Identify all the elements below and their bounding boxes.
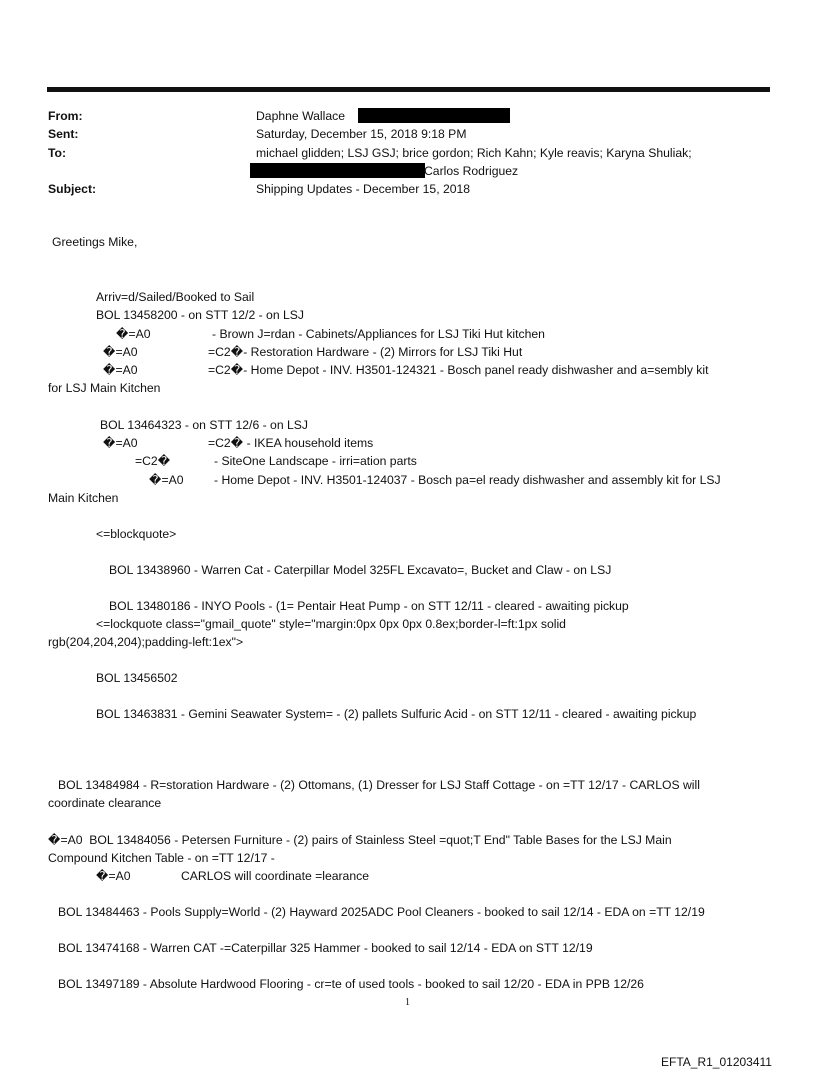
from-label: From:: [48, 109, 83, 123]
to-value-line2: Carlos Rodriguez: [424, 164, 519, 178]
body-line: - Home Depot - INV. H3501-124037 - Bosch pa=el ready dishwasher and assembly kit for LSJ: [214, 473, 721, 487]
body-line: BOL 13458200 - on STT 12/2 - on LSJ: [96, 308, 304, 322]
body-line: BOL 13484463 - Pools Supply=World - (2) Hayward 2025ADC Pool Cleaners - booked to sail 12/14 - EDA on =TT 12/19: [58, 905, 705, 919]
body-line: - Brown J=rdan - Cabinets/Appliances for LSJ Tiki Hut kitchen: [212, 327, 545, 341]
body-line-prefix: �=A0: [103, 436, 138, 450]
body-line-prefix: �=A0: [103, 363, 138, 377]
redaction-from-email: [358, 108, 510, 123]
page-number: 1: [405, 997, 410, 1008]
body-line: Compound Kitchen Table - on =TT 12/17 -: [48, 851, 275, 865]
body-line: BOL 13484984 - R=storation Hardware - (2) Ottomans, (1) Dresser for LSJ Staff Cottage - on =TT 12/17 - CARLOS will: [58, 778, 700, 792]
body-line: rgb(204,204,204);padding-left:1ex">: [48, 635, 244, 649]
sent-value: Saturday, December 15, 2018 9:18 PM: [256, 127, 467, 141]
to-label: To:: [48, 146, 67, 160]
body-line: coordinate clearance: [48, 796, 162, 810]
subject-value: Shipping Updates - December 15, 2018: [256, 182, 471, 196]
document-id: EFTA_R1_01203411: [661, 1055, 772, 1069]
body-line: - SiteOne Landscape - irri=ation parts: [214, 454, 417, 468]
body-line: =C2�- Home Depot - INV. H3501-124321 - Bosch panel ready dishwasher and a=sembly kit: [208, 363, 709, 377]
body-line-prefix: �=A0: [149, 473, 184, 487]
body-line: <=blockquote>: [96, 527, 177, 541]
from-value: Daphne Wallace: [256, 109, 345, 123]
body-line: =C2�- Restoration Hardware - (2) Mirrors for LSJ Tiki Hut: [208, 345, 523, 359]
body-line-prefix: �=A0: [96, 869, 131, 883]
body-line-prefix: �=A0: [116, 327, 151, 341]
body-line: Main Kitchen: [48, 491, 119, 505]
body-line: BOL 13438960 - Warren Cat - Caterpillar Model 325FL Excavato=, Bucket and Claw - on LSJ: [109, 563, 612, 577]
body-line-prefix: =C2�: [135, 454, 171, 468]
body-line: BOL 13463831 - Gemini Seawater System= - (2) pallets Sulfuric Acid - on STT 12/11 - cleared - awaiting pickup: [96, 707, 697, 721]
header-rule: [47, 87, 770, 92]
redaction-to-recipients: [250, 163, 425, 178]
body-line-prefix: �=A0: [103, 345, 138, 359]
body-line: Arriv=d/Sailed/Booked to Sail: [96, 290, 255, 304]
body-line: BOL 13464323 - on STT 12/6 - on LSJ: [100, 418, 308, 432]
sent-label: Sent:: [48, 127, 79, 141]
to-value-line1: michael glidden; LSJ GSJ; brice gordon; Rich Kahn; Kyle reavis; Karyna Shuliak;: [256, 146, 692, 160]
body-line: BOL 13474168 - Warren CAT -=Caterpillar 325 Hammer - booked to sail 12/14 - EDA on STT 12/19: [58, 941, 593, 955]
body-line: BOL 13456502: [96, 671, 178, 685]
body-line: =C2� - IKEA household items: [208, 436, 374, 450]
body-line: �=A0 BOL 13484056 - Petersen Furniture - (2) pairs of Stainless Steel =quot;T End" Table Bases for the LSJ Main: [48, 833, 672, 847]
body-line: for LSJ Main Kitchen: [48, 381, 161, 395]
body-line: BOL 13497189 - Absolute Hardwood Flooring - cr=te of used tools - booked to sail 12/20 - EDA in PPB 12/26: [58, 977, 644, 991]
greeting: Greetings Mike,: [52, 235, 138, 249]
subject-label: Subject:: [48, 182, 97, 196]
body-line: <=lockquote class="gmail_quote" style="margin:0px 0px 0px 0.8ex;border-l=ft:1px solid: [96, 617, 566, 631]
body-line: CARLOS will coordinate =learance: [181, 869, 369, 883]
body-line: BOL 13480186 - INYO Pools - (1= Pentair Heat Pump - on STT 12/11 - cleared - awaiting pickup: [109, 599, 629, 613]
